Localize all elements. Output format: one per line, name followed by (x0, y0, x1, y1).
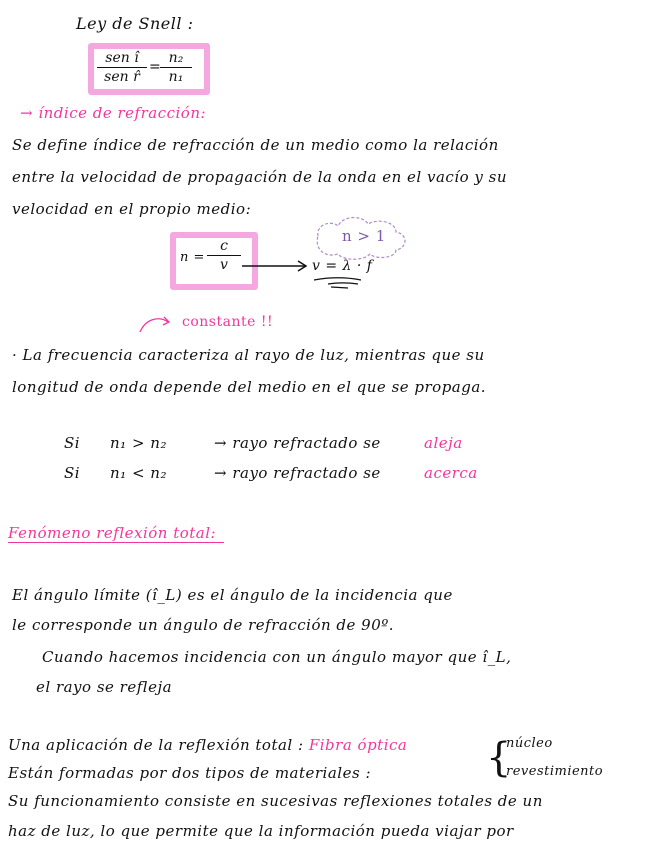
reflexion-line-3: Cuando hacemos incidencia con un ángulo mayor que î_L, (42, 648, 512, 666)
case-condition: n₁ < n₂ (110, 464, 167, 482)
reflexion-line-2: le corresponde un ángulo de refracción de 90º. (12, 616, 395, 634)
case-arrow-text: → rayo refractado se (214, 464, 381, 482)
fibra-line-2: Están formadas por dos tipos de materiales : (8, 764, 371, 782)
materials-brace: { (486, 735, 512, 781)
snell-title: Ley de Snell : (76, 14, 194, 33)
reflexion-line-4: el rayo se refleja (36, 678, 173, 696)
fibra-line-4: haz de luz, lo que permite que la información pueda viajar por (8, 822, 514, 840)
material-revestimiento: revestimiento (506, 764, 604, 779)
case-condition: n₁ > n₂ (110, 434, 167, 452)
case-result-aleja: aleja (424, 434, 463, 452)
case-si: Si (64, 464, 81, 482)
frecuencia-line-2: longitud de onda depende del medio en el que se propaga. (12, 378, 487, 396)
fibra-optica-label: Fibra óptica (308, 736, 408, 754)
c-numerator: c (207, 238, 241, 256)
indice-line-1: Se define índice de refracción de un medio como la relación (12, 136, 499, 154)
constante-label: constante !! (182, 314, 274, 330)
fibra-line-1 (8, 736, 407, 754)
case-arrow-text: → rayo refractado se (214, 434, 381, 452)
case-si: Si (64, 434, 81, 452)
n2-numerator: n₂ (160, 50, 192, 68)
fibra-line-1-text: Una aplicación de la reflexión total : (8, 736, 304, 754)
snell-fraction-left (97, 50, 147, 85)
indice-line-2: entre la velocidad de propagación de la onda en el vacío y su (12, 168, 508, 186)
constante-arrow (136, 314, 180, 334)
indice-heading: → índice de refracción: (20, 104, 207, 122)
fibra-line-3: Su funcionamiento consiste en sucesivas reflexiones totales de un (8, 792, 543, 810)
n1-denominator: n₁ (168, 69, 184, 85)
snell-fraction-right (160, 50, 192, 85)
v-denominator: v (220, 257, 228, 273)
n-lhs: n = (180, 250, 205, 265)
case-result-acerca: acerca (424, 464, 478, 482)
indice-line-3: velocidad en el propio medio: (12, 200, 252, 218)
material-nucleo: núcleo (506, 736, 553, 751)
reflexion-heading: Fenómeno reflexión total: (8, 524, 224, 543)
frecuencia-line-1: · La frecuencia caracteriza al rayo de luz, mientras que su (12, 346, 485, 364)
formula-underline (314, 278, 361, 288)
reflexion-line-1: El ángulo límite (î_L) es el ángulo de la incidencia que (12, 586, 453, 604)
snell-equals: = (149, 59, 162, 75)
sin-i-numerator: sen î (97, 50, 147, 68)
cloud-text: n > 1 (342, 227, 386, 245)
sin-r-denominator: sen r̂ (104, 69, 140, 85)
v-formula: v = λ · f (312, 258, 373, 274)
